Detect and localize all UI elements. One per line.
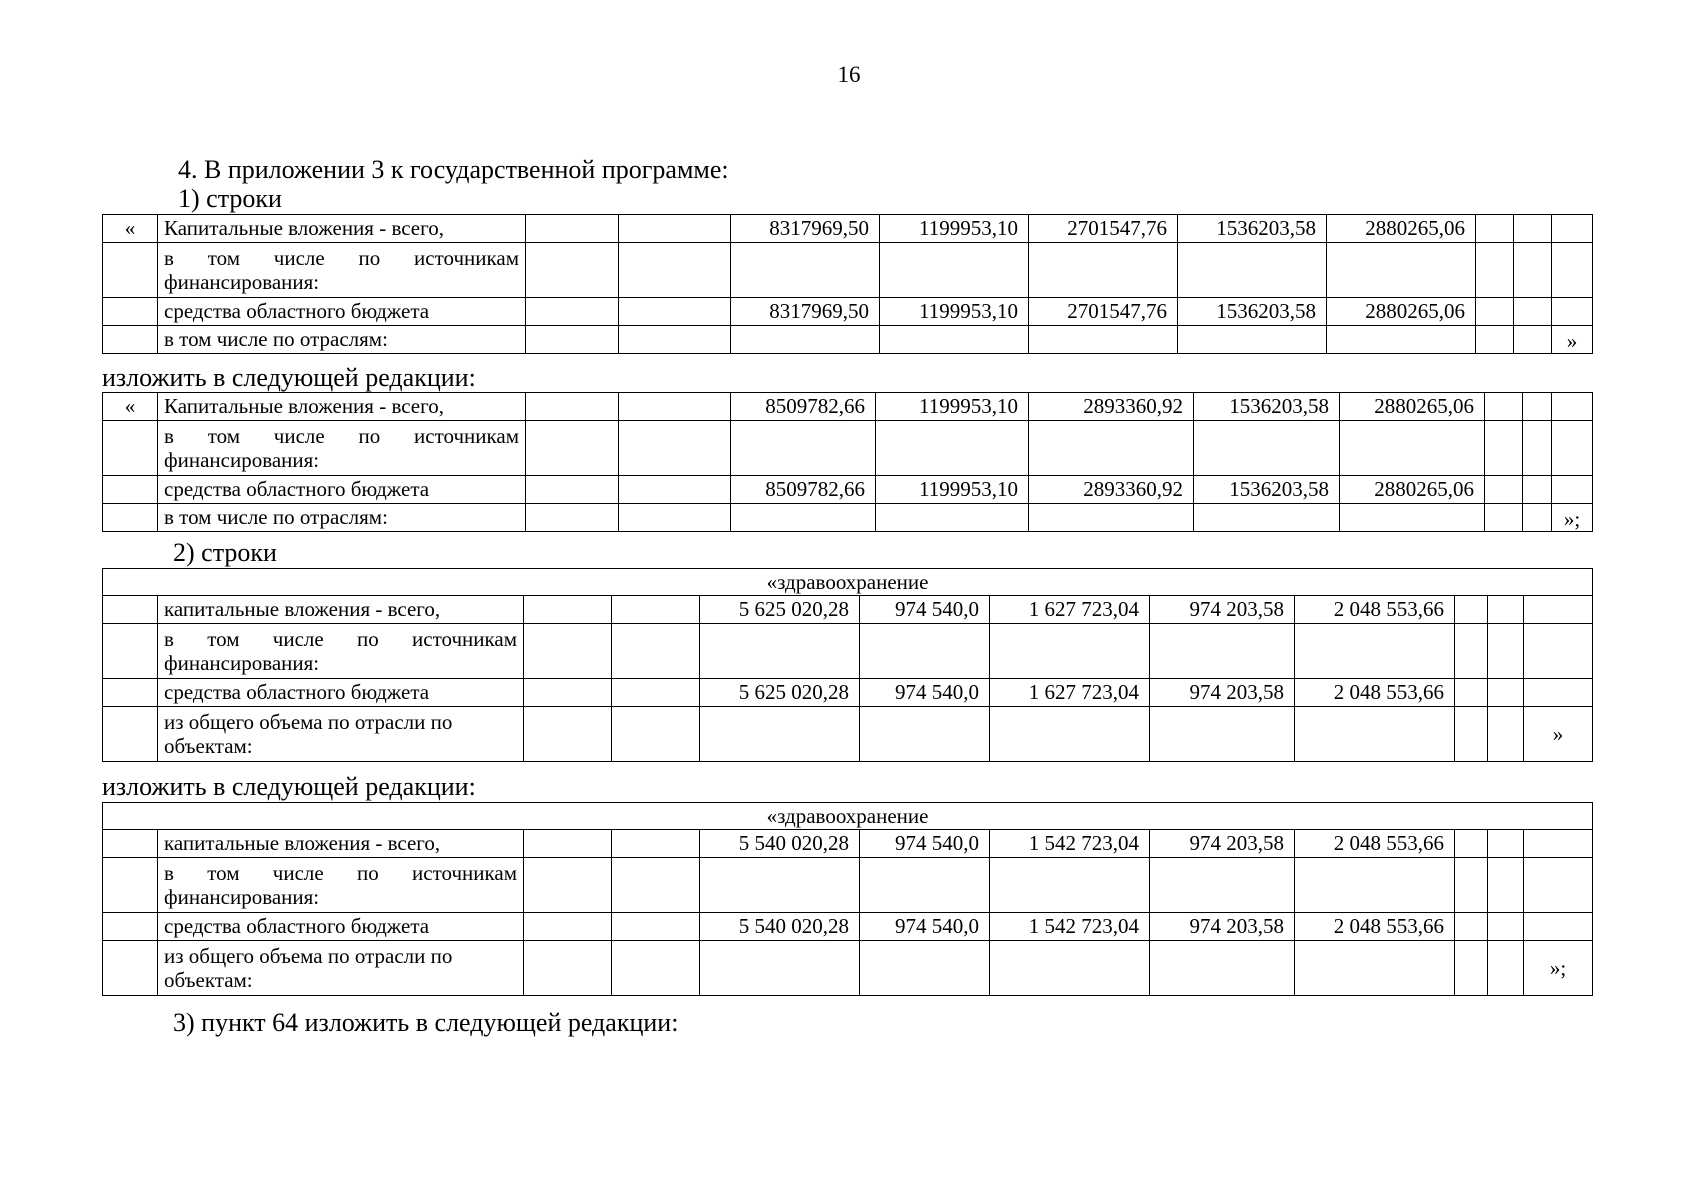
table-row (103, 679, 1593, 707)
value-cell: 2701547,76 (1029, 298, 1178, 326)
empty-cell (1455, 830, 1488, 858)
empty-cell (526, 326, 619, 354)
empty-cell (619, 476, 731, 504)
value-cell: 1536203,58 (1178, 215, 1327, 243)
empty-cell (524, 596, 612, 624)
empty-cell (876, 504, 1029, 532)
row-label-by-source: в том числе по источникам финансирования: (158, 421, 526, 476)
empty-cell (1340, 504, 1485, 532)
empty-cell (860, 858, 990, 913)
empty-cell (1523, 393, 1552, 421)
row-label-by-source: в том числе по источникам финансирования: (158, 858, 524, 913)
empty-cell (1150, 858, 1295, 913)
empty-cell (1476, 326, 1514, 354)
empty-cell (612, 624, 700, 679)
empty-cell (1488, 913, 1524, 941)
empty-cell (880, 243, 1029, 298)
subitem-1-heading: 1) строки (178, 184, 282, 213)
table-row (103, 858, 1593, 913)
empty-cell (1524, 913, 1593, 941)
value-cell: 1536203,58 (1194, 393, 1340, 421)
empty-cell (1524, 679, 1593, 707)
empty-cell (1476, 243, 1514, 298)
value-cell: 8509782,66 (731, 476, 876, 504)
empty-cell (1455, 913, 1488, 941)
value-cell: 2 048 553,66 (1295, 830, 1455, 858)
empty-cell (1327, 326, 1476, 354)
empty-cell (1485, 476, 1523, 504)
empty-cell (1514, 215, 1552, 243)
table-row (103, 215, 1593, 243)
empty-cell (1524, 858, 1593, 913)
empty-cell (1150, 707, 1295, 762)
empty-cell (524, 830, 612, 858)
empty-cell (1295, 858, 1455, 913)
value-cell: 1536203,58 (1194, 476, 1340, 504)
empty-cell (731, 326, 880, 354)
empty-cell (1514, 243, 1552, 298)
empty-cell (1194, 504, 1340, 532)
empty-cell (612, 596, 700, 624)
empty-cell (1150, 941, 1295, 996)
empty-cell (619, 243, 731, 298)
empty-cell (1485, 504, 1523, 532)
empty-cell (990, 858, 1150, 913)
value-cell: 1 627 723,04 (990, 596, 1150, 624)
table-row (103, 421, 1593, 476)
close-quote-mark: » (1552, 326, 1593, 354)
empty-cell (103, 298, 158, 326)
table-row (103, 393, 1593, 421)
row-label-capital-total: Капитальные вложения - всего, (158, 215, 526, 243)
empty-cell (524, 858, 612, 913)
row-label-by-branch: в том числе по отраслям: (158, 504, 526, 532)
row-label-by-branch: в том числе по отраслям: (158, 326, 526, 354)
item-heading: 4. В приложении 3 к государственной программе: (178, 155, 729, 184)
empty-cell (1514, 298, 1552, 326)
empty-cell (619, 298, 731, 326)
empty-cell (612, 707, 700, 762)
table-row (103, 476, 1593, 504)
empty-cell (1514, 326, 1552, 354)
empty-cell (1295, 707, 1455, 762)
close-quote-mark: »; (1524, 941, 1593, 996)
value-cell: 1536203,58 (1178, 298, 1327, 326)
empty-cell (1488, 858, 1524, 913)
open-quote-mark: « (103, 393, 158, 421)
empty-cell (103, 504, 158, 532)
empty-cell (103, 858, 158, 913)
empty-cell (1029, 243, 1178, 298)
empty-cell (860, 624, 990, 679)
empty-cell (1552, 243, 1593, 298)
value-cell: 2880265,06 (1327, 215, 1476, 243)
empty-cell (103, 596, 158, 624)
value-cell: 974 203,58 (1150, 830, 1295, 858)
value-cell: 2880265,06 (1340, 393, 1485, 421)
empty-cell (731, 421, 876, 476)
empty-cell (1552, 215, 1593, 243)
table-1-old (102, 214, 1593, 354)
empty-cell (619, 421, 731, 476)
empty-cell (103, 679, 158, 707)
empty-cell (1295, 941, 1455, 996)
value-cell: 2893360,92 (1029, 393, 1194, 421)
open-quote-mark: « (103, 215, 158, 243)
empty-cell (524, 624, 612, 679)
empty-cell (876, 421, 1029, 476)
empty-cell (526, 504, 619, 532)
empty-cell (103, 476, 158, 504)
value-cell: 1 542 723,04 (990, 913, 1150, 941)
value-cell: 2880265,06 (1327, 298, 1476, 326)
table-row (103, 941, 1593, 996)
empty-cell (1485, 393, 1523, 421)
empty-cell (700, 624, 860, 679)
empty-cell (612, 830, 700, 858)
empty-cell (103, 421, 158, 476)
empty-cell (103, 830, 158, 858)
table-row (103, 913, 1593, 941)
empty-cell (1523, 504, 1552, 532)
empty-cell (1178, 243, 1327, 298)
row-label-regional-budget: средства областного бюджета (158, 913, 524, 941)
empty-cell (1524, 830, 1593, 858)
empty-cell (526, 476, 619, 504)
empty-cell (860, 941, 990, 996)
empty-cell (1552, 421, 1593, 476)
empty-cell (1455, 624, 1488, 679)
empty-cell (1524, 596, 1593, 624)
table-row (103, 243, 1593, 298)
empty-cell (1029, 504, 1194, 532)
empty-cell (1455, 941, 1488, 996)
value-cell: 1199953,10 (876, 393, 1029, 421)
empty-cell (731, 243, 880, 298)
empty-cell (1476, 298, 1514, 326)
table-2-old (102, 568, 1593, 762)
empty-cell (860, 707, 990, 762)
table-row (103, 707, 1593, 762)
empty-cell (1523, 476, 1552, 504)
empty-cell (612, 941, 700, 996)
value-cell: 5 625 020,28 (700, 596, 860, 624)
empty-cell (103, 624, 158, 679)
empty-cell (526, 393, 619, 421)
page-number: 16 (837, 62, 861, 87)
value-cell: 974 203,58 (1150, 596, 1295, 624)
value-cell: 2 048 553,66 (1295, 679, 1455, 707)
empty-cell (612, 913, 700, 941)
subitem-2-heading: 2) строки (173, 538, 277, 567)
empty-cell (731, 504, 876, 532)
row-label-capital-total: капитальные вложения - всего, (158, 830, 524, 858)
row-label-regional-budget: средства областного бюджета (158, 476, 526, 504)
empty-cell (1524, 624, 1593, 679)
empty-cell (1552, 393, 1593, 421)
value-cell: 974 203,58 (1150, 679, 1295, 707)
replace-label-2: изложить в следующей редакции: (102, 772, 476, 801)
value-cell: 974 540,0 (860, 913, 990, 941)
value-cell: 8509782,66 (731, 393, 876, 421)
row-label-by-source: в том числе по источникам финансирования: (158, 624, 524, 679)
empty-cell (1476, 215, 1514, 243)
empty-cell (1488, 679, 1524, 707)
empty-cell (1327, 243, 1476, 298)
empty-cell (619, 504, 731, 532)
table-row (103, 830, 1593, 858)
value-cell: 1 627 723,04 (990, 679, 1150, 707)
empty-cell (526, 298, 619, 326)
row-label-regional-budget: средства областного бюджета (158, 298, 526, 326)
value-cell: 2 048 553,66 (1295, 596, 1455, 624)
empty-cell (1194, 421, 1340, 476)
table-row (103, 298, 1593, 326)
empty-cell (524, 679, 612, 707)
value-cell: 1199953,10 (880, 215, 1029, 243)
value-cell: 974 540,0 (860, 679, 990, 707)
empty-cell (526, 243, 619, 298)
empty-cell (1455, 858, 1488, 913)
value-cell: 2880265,06 (1340, 476, 1485, 504)
empty-cell (612, 858, 700, 913)
table-row (103, 326, 1593, 354)
empty-cell (1523, 421, 1552, 476)
value-cell: 974 540,0 (860, 596, 990, 624)
empty-cell (990, 707, 1150, 762)
empty-cell (990, 941, 1150, 996)
empty-cell (1455, 679, 1488, 707)
table-row (103, 569, 1593, 596)
empty-cell (700, 858, 860, 913)
empty-cell (1455, 596, 1488, 624)
table-row (103, 624, 1593, 679)
empty-cell (524, 913, 612, 941)
empty-cell (1340, 421, 1485, 476)
value-cell: 974 540,0 (860, 830, 990, 858)
value-cell: 1199953,10 (880, 298, 1029, 326)
empty-cell (1485, 421, 1523, 476)
row-label-by-object: из общего объема по отрасли по объектам: (158, 707, 524, 762)
empty-cell (1150, 624, 1295, 679)
close-quote-mark: »; (1552, 504, 1593, 532)
empty-cell (524, 707, 612, 762)
value-cell: 1 542 723,04 (990, 830, 1150, 858)
empty-cell (1178, 326, 1327, 354)
close-quote-mark: » (1524, 707, 1593, 762)
section-header-healthcare: «здравоохранение (103, 569, 1593, 596)
value-cell: 2 048 553,66 (1295, 913, 1455, 941)
value-cell: 8317969,50 (731, 298, 880, 326)
table-row (103, 504, 1593, 532)
empty-cell (990, 624, 1150, 679)
empty-cell (1029, 326, 1178, 354)
empty-cell (619, 326, 731, 354)
value-cell: 5 540 020,28 (700, 913, 860, 941)
empty-cell (1029, 421, 1194, 476)
row-label-regional-budget: средства областного бюджета (158, 679, 524, 707)
empty-cell (103, 326, 158, 354)
empty-cell (1488, 707, 1524, 762)
empty-cell (619, 215, 731, 243)
value-cell: 974 203,58 (1150, 913, 1295, 941)
empty-cell (103, 941, 158, 996)
replace-label-1: изложить в следующей редакции: (102, 363, 476, 392)
empty-cell (700, 707, 860, 762)
empty-cell (1488, 941, 1524, 996)
empty-cell (1488, 596, 1524, 624)
table-1-new (102, 392, 1593, 532)
empty-cell (1488, 830, 1524, 858)
empty-cell (1552, 476, 1593, 504)
table-row (103, 596, 1593, 624)
empty-cell (524, 941, 612, 996)
value-cell: 1199953,10 (876, 476, 1029, 504)
value-cell: 5 540 020,28 (700, 830, 860, 858)
empty-cell (103, 913, 158, 941)
row-label-capital-total: капитальные вложения - всего, (158, 596, 524, 624)
empty-cell (612, 679, 700, 707)
row-label-capital-total: Капитальные вложения - всего, (158, 393, 526, 421)
empty-cell (880, 326, 1029, 354)
value-cell: 2893360,92 (1029, 476, 1194, 504)
empty-cell (1455, 707, 1488, 762)
empty-cell (526, 215, 619, 243)
row-label-by-object: из общего объема по отрасли по объектам: (158, 941, 524, 996)
empty-cell (1552, 298, 1593, 326)
value-cell: 5 625 020,28 (700, 679, 860, 707)
empty-cell (526, 421, 619, 476)
table-row (103, 803, 1593, 830)
subitem-3-heading: 3) пункт 64 изложить в следующей редакции: (173, 1008, 679, 1037)
empty-cell (1488, 624, 1524, 679)
value-cell: 8317969,50 (731, 215, 880, 243)
table-2-new (102, 802, 1593, 996)
empty-cell (619, 393, 731, 421)
empty-cell (103, 707, 158, 762)
empty-cell (1295, 624, 1455, 679)
value-cell: 2701547,76 (1029, 215, 1178, 243)
row-label-by-source: в том числе по источникам финансирования: (158, 243, 526, 298)
empty-cell (103, 243, 158, 298)
section-header-healthcare: «здравоохранение (103, 803, 1593, 830)
empty-cell (700, 941, 860, 996)
